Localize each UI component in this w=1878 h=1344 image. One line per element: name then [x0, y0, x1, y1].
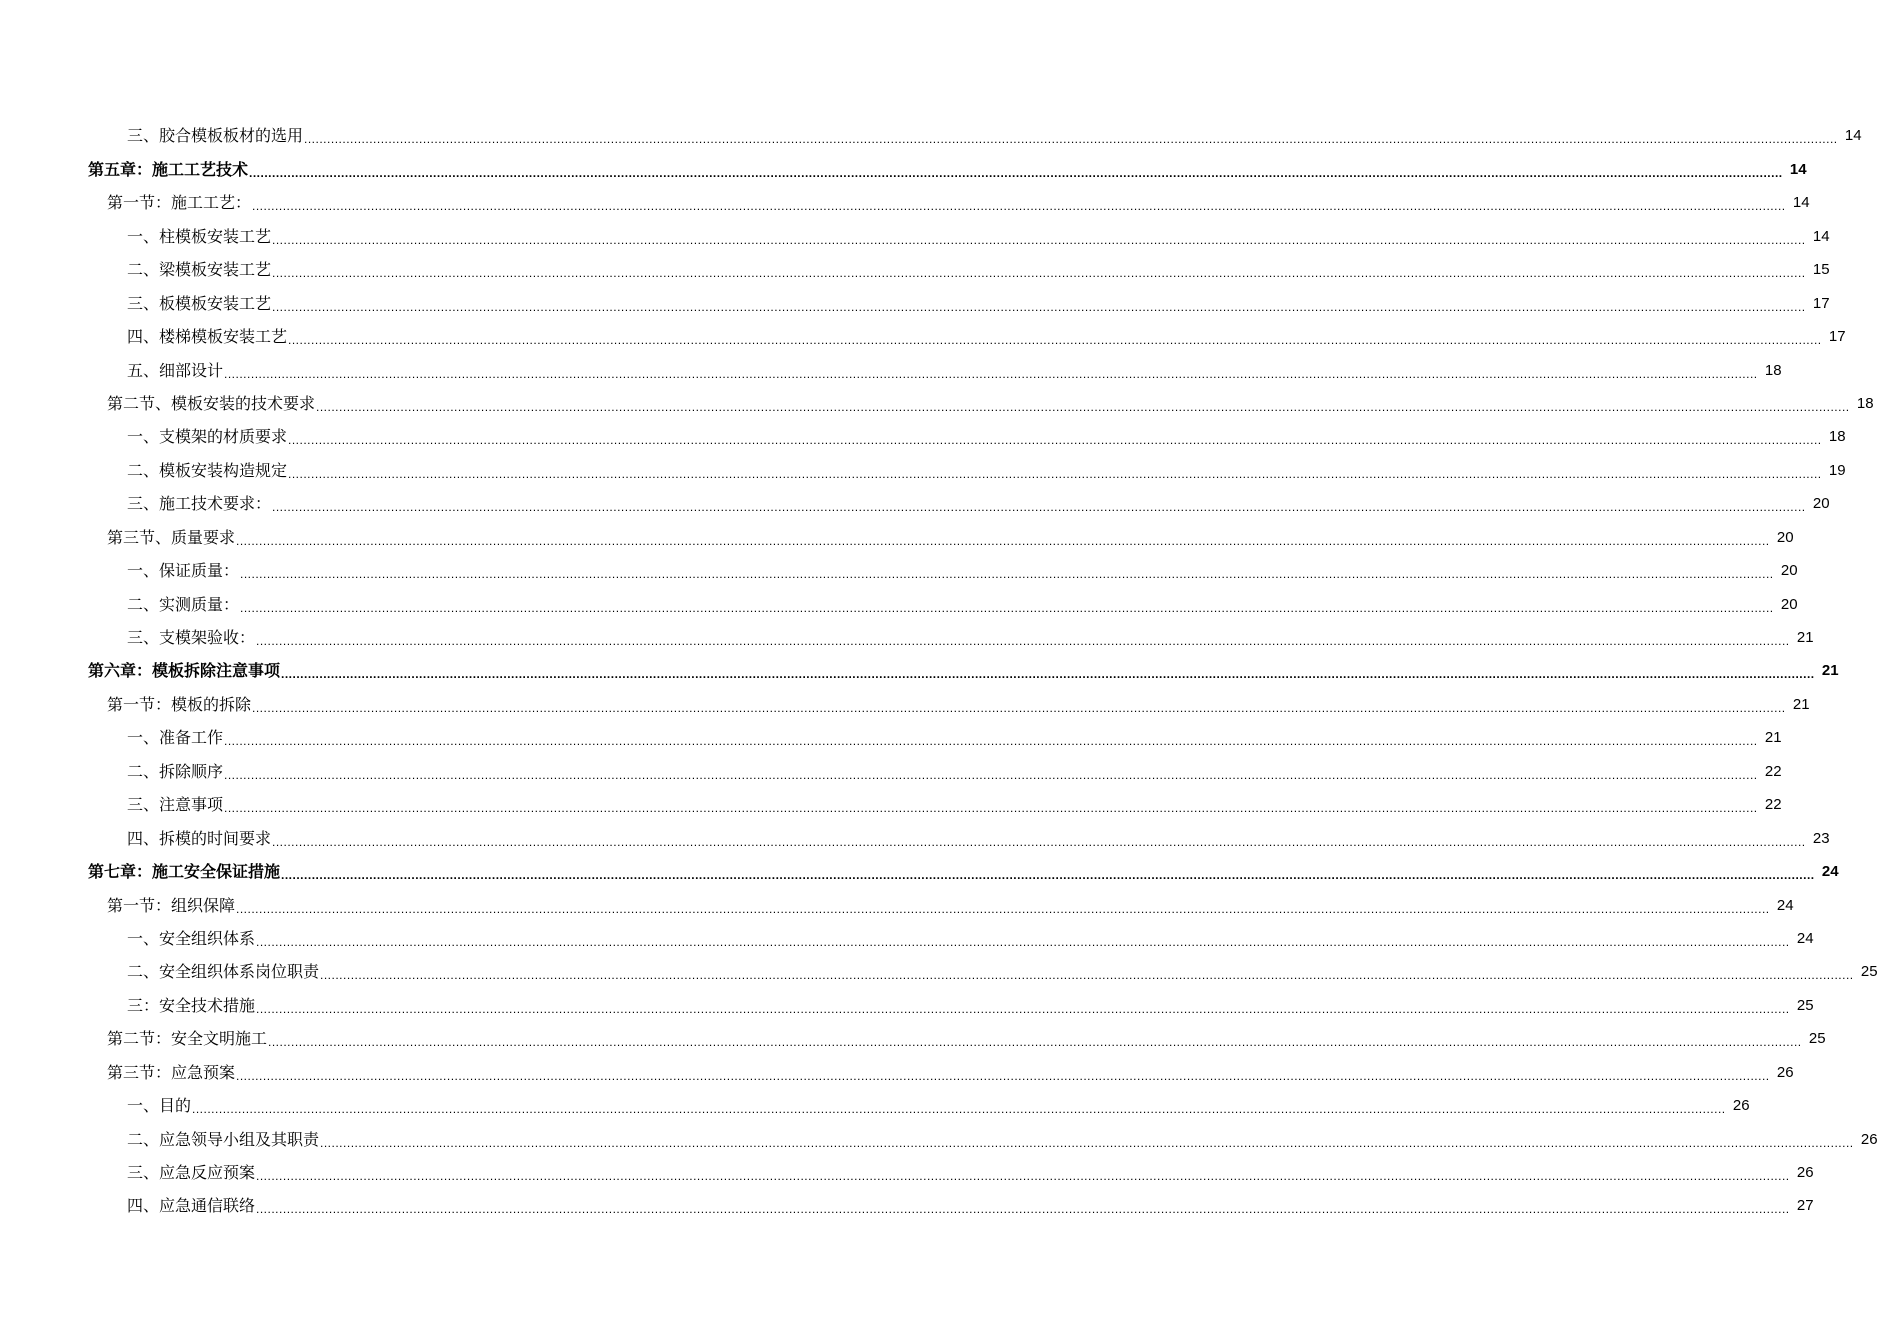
toc-subsection-entry[interactable] [0, 221, 1830, 254]
toc-entry-title: 三、应急反应预案 [127, 1163, 256, 1182]
toc-dot-leader: ................................................................................................................................................................................................................................................................................................................................................................................................................ [252, 700, 1786, 715]
toc-subsection-entry[interactable] [0, 589, 1798, 622]
toc-dot-leader: ................................................................................................................................................................................................................................................................................................................................................................................................................ [236, 1068, 1770, 1083]
toc-dot-leader: ................................................................................................................................................................................................................................................................................................................................................................................................................ [256, 1001, 1790, 1016]
toc-page-number: 26 [1732, 1097, 1750, 1115]
toc-dot-leader: ................................................................................................................................................................................................................................................................................................................................................................................................................ [272, 266, 1806, 281]
toc-subsection-entry[interactable] [0, 990, 1814, 1023]
toc-subsection-entry[interactable] [0, 489, 1830, 522]
toc-section-entry[interactable] [0, 389, 1874, 422]
toc-subsection-entry[interactable] [0, 322, 1846, 355]
toc-entry-title: 第一节：施工工艺： [107, 193, 252, 213]
toc-dot-leader: ................................................................................................................................................................................................................................................................................................................................................................................................................ [320, 968, 1854, 983]
toc-page-number: 24 [1821, 863, 1839, 881]
toc-entry-title: 一、保证质量： [127, 561, 240, 581]
toc-entry-title: 一、柱模板安装工艺 [127, 226, 272, 246]
toc-dot-leader: ................................................................................................................................................................................................................................................................................................................................................................................................................ [236, 901, 1770, 916]
toc-subsection-entry[interactable] [0, 422, 1846, 455]
toc-section-entry[interactable] [0, 890, 1794, 923]
toc-dot-leader: ................................................................................................................................................................................................................................................................................................................................................................................................................ [272, 299, 1806, 314]
toc-chapter-entry[interactable] [0, 656, 1839, 689]
toc-subsection-entry[interactable] [0, 1091, 1750, 1124]
toc-subsection-entry[interactable] [0, 756, 1782, 789]
toc-entry-title: 二、安全组织体系岗位职责 [127, 962, 320, 982]
toc-subsection-entry[interactable] [0, 957, 1878, 990]
toc-dot-leader: ................................................................................................................................................................................................................................................................................................................................................................................................................ [281, 667, 1815, 682]
toc-dot-leader: ................................................................................................................................................................................................................................................................................................................................................................................................................ [249, 165, 1783, 180]
toc-entry-title: 二、应急领导小组及其职责 [127, 1129, 320, 1149]
toc-subsection-entry[interactable] [0, 355, 1782, 388]
toc-entry-title: 第二节：安全文明施工 [107, 1029, 268, 1049]
toc-page-number: 20 [1776, 528, 1794, 546]
toc-dot-leader: ................................................................................................................................................................................................................................................................................................................................................................................................................ [288, 466, 1822, 481]
toc-dot-leader: ................................................................................................................................................................................................................................................................................................................................................................................................................ [240, 600, 1774, 615]
toc-entry-title: 第一节：模板的拆除 [107, 694, 252, 714]
toc-subsection-entry[interactable] [0, 121, 1862, 154]
toc-subsection-entry[interactable] [0, 1158, 1814, 1191]
toc-page-number: 22 [1764, 762, 1782, 780]
toc-dot-leader: ................................................................................................................................................................................................................................................................................................................................................................................................................ [240, 567, 1774, 582]
toc-entry-title: 第三节、质量要求 [107, 527, 236, 547]
toc-subsection-entry[interactable] [0, 823, 1830, 856]
toc-entry-title: 三、支模架验收： [127, 628, 256, 647]
toc-entry-title: 三、胶合模板板材的选用 [127, 126, 304, 146]
toc-entry-title: 一、准备工作 [127, 728, 224, 748]
toc-entry-title: 第六章：模板拆除注意事项 [88, 661, 281, 681]
toc-entry-title: 四、应急通信联络 [127, 1196, 256, 1216]
toc-page-number: 14 [1792, 194, 1810, 212]
toc-dot-leader: ................................................................................................................................................................................................................................................................................................................................................................................................................ [224, 767, 1758, 782]
toc-page-number: 15 [1812, 261, 1830, 279]
toc-subsection-entry[interactable] [0, 723, 1782, 756]
toc-dot-leader: ................................................................................................................................................................................................................................................................................................................................................................................................................ [224, 734, 1758, 749]
toc-section-entry[interactable] [0, 188, 1810, 221]
toc-subsection-entry[interactable] [0, 288, 1830, 321]
toc-page-number: 25 [1860, 963, 1878, 981]
toc-dot-leader: ................................................................................................................................................................................................................................................................................................................................................................................................................ [224, 366, 1758, 381]
toc-page-number: 19 [1828, 461, 1846, 479]
toc-entry-title: 三、板模板安装工艺 [127, 293, 272, 313]
toc-page-number: 18 [1764, 361, 1782, 379]
toc-entry-title: 四、楼梯模板安装工艺 [127, 327, 288, 347]
toc-page-number: 20 [1780, 595, 1798, 613]
toc-entry-title: 三、施工技术要求： [127, 494, 272, 514]
toc-page-number: 26 [1860, 1130, 1878, 1148]
toc-subsection-entry[interactable] [0, 790, 1782, 823]
toc-page-number: 23 [1812, 829, 1830, 847]
toc-entry-title: 三、注意事项 [127, 795, 224, 815]
toc-subsection-entry[interactable] [0, 1124, 1878, 1157]
toc-section-entry[interactable] [0, 522, 1794, 555]
toc-subsection-entry[interactable] [0, 455, 1846, 488]
toc-entry-title: 二、模板安装构造规定 [127, 460, 288, 480]
toc-page-number: 25 [1796, 996, 1814, 1014]
toc-page-number: 17 [1812, 294, 1830, 312]
toc-dot-leader: ................................................................................................................................................................................................................................................................................................................................................................................................................ [192, 1102, 1726, 1117]
toc-dot-leader: ................................................................................................................................................................................................................................................................................................................................................................................................................ [256, 634, 1790, 648]
toc-dot-leader: ................................................................................................................................................................................................................................................................................................................................................................................................................ [272, 232, 1806, 247]
toc-dot-leader: ................................................................................................................................................................................................................................................................................................................................................................................................................ [288, 433, 1822, 448]
toc-dot-leader: ................................................................................................................................................................................................................................................................................................................................................................................................................ [252, 199, 1786, 214]
toc-dot-leader: ................................................................................................................................................................................................................................................................................................................................................................................................................ [272, 500, 1806, 515]
toc-page-number: 21 [1764, 729, 1782, 747]
toc-chapter-entry[interactable] [0, 154, 1807, 187]
toc-subsection-entry[interactable] [0, 924, 1814, 957]
toc-page-number: 26 [1776, 1063, 1794, 1081]
toc-subsection-entry[interactable] [0, 623, 1814, 656]
toc-dot-leader: ................................................................................................................................................................................................................................................................................................................................................................................................................ [272, 834, 1806, 849]
toc-dot-leader: ................................................................................................................................................................................................................................................................................................................................................................................................................ [256, 1169, 1790, 1183]
toc-subsection-entry[interactable] [0, 255, 1830, 288]
toc-dot-leader: ................................................................................................................................................................................................................................................................................................................................................................................................................ [316, 399, 1850, 414]
toc-entry-title: 三：安全技术措施 [127, 995, 256, 1015]
toc-entry-title: 第三节：应急预案 [107, 1062, 236, 1082]
toc-section-entry[interactable] [0, 1024, 1826, 1057]
toc-entry-title: 四、拆模的时间要求 [127, 828, 272, 848]
toc-page-number: 18 [1828, 428, 1846, 446]
table-of-contents [0, 121, 1878, 1224]
toc-page-number: 17 [1828, 328, 1846, 346]
toc-chapter-entry[interactable] [0, 857, 1839, 890]
toc-dot-leader: ................................................................................................................................................................................................................................................................................................................................................................................................................ [281, 868, 1815, 883]
toc-subsection-entry[interactable] [0, 1191, 1814, 1224]
toc-page-number: 21 [1796, 629, 1814, 646]
toc-section-entry[interactable] [0, 1057, 1794, 1090]
toc-page-number: 26 [1796, 1164, 1814, 1181]
toc-dot-leader: ................................................................................................................................................................................................................................................................................................................................................................................................................ [256, 1202, 1790, 1217]
toc-page-number: 24 [1776, 896, 1794, 914]
toc-page-number: 20 [1780, 562, 1798, 580]
toc-dot-leader: ................................................................................................................................................................................................................................................................................................................................................................................................................ [224, 801, 1758, 816]
toc-page-number: 24 [1796, 929, 1814, 947]
toc-entry-title: 一、目的 [127, 1096, 192, 1116]
toc-entry-title: 二、实测质量： [127, 594, 240, 614]
toc-page-number: 25 [1808, 1030, 1826, 1048]
toc-entry-title: 二、梁模板安装工艺 [127, 260, 272, 280]
toc-entry-title: 第二节、模板安装的技术要求 [107, 393, 316, 413]
toc-dot-leader: ................................................................................................................................................................................................................................................................................................................................................................................................................ [320, 1135, 1854, 1150]
toc-entry-title: 一、支模架的材质要求 [127, 427, 288, 447]
toc-page-number: 22 [1764, 796, 1782, 814]
toc-page-number: 14 [1789, 160, 1807, 178]
toc-entry-title: 五、细部设计 [127, 360, 224, 380]
toc-section-entry[interactable] [0, 689, 1810, 722]
toc-page-number: 14 [1844, 127, 1862, 145]
toc-page-number: 20 [1812, 495, 1830, 513]
toc-entry-title: 第五章：施工工艺技术 [88, 159, 249, 179]
toc-entry-title: 第七章：施工安全保证措施 [88, 862, 281, 882]
toc-entry-title: 第一节：组织保障 [107, 895, 236, 915]
toc-dot-leader: ................................................................................................................................................................................................................................................................................................................................................................................................................ [268, 1035, 1802, 1050]
toc-dot-leader: ................................................................................................................................................................................................................................................................................................................................................................................................................ [256, 934, 1790, 949]
toc-page-number: 21 [1821, 662, 1839, 680]
toc-subsection-entry[interactable] [0, 556, 1798, 589]
toc-page-number: 14 [1812, 227, 1830, 245]
toc-page-number: 18 [1856, 394, 1874, 412]
toc-page-number: 27 [1796, 1197, 1814, 1215]
toc-entry-title: 一、安全组织体系 [127, 928, 256, 948]
toc-dot-leader: ................................................................................................................................................................................................................................................................................................................................................................................................................ [304, 132, 1838, 147]
toc-dot-leader: ................................................................................................................................................................................................................................................................................................................................................................................................................ [288, 333, 1822, 348]
toc-dot-leader: ................................................................................................................................................................................................................................................................................................................................................................................................................ [236, 533, 1770, 548]
toc-page-number: 21 [1792, 695, 1810, 713]
toc-entry-title: 二、拆除顺序 [127, 761, 224, 781]
